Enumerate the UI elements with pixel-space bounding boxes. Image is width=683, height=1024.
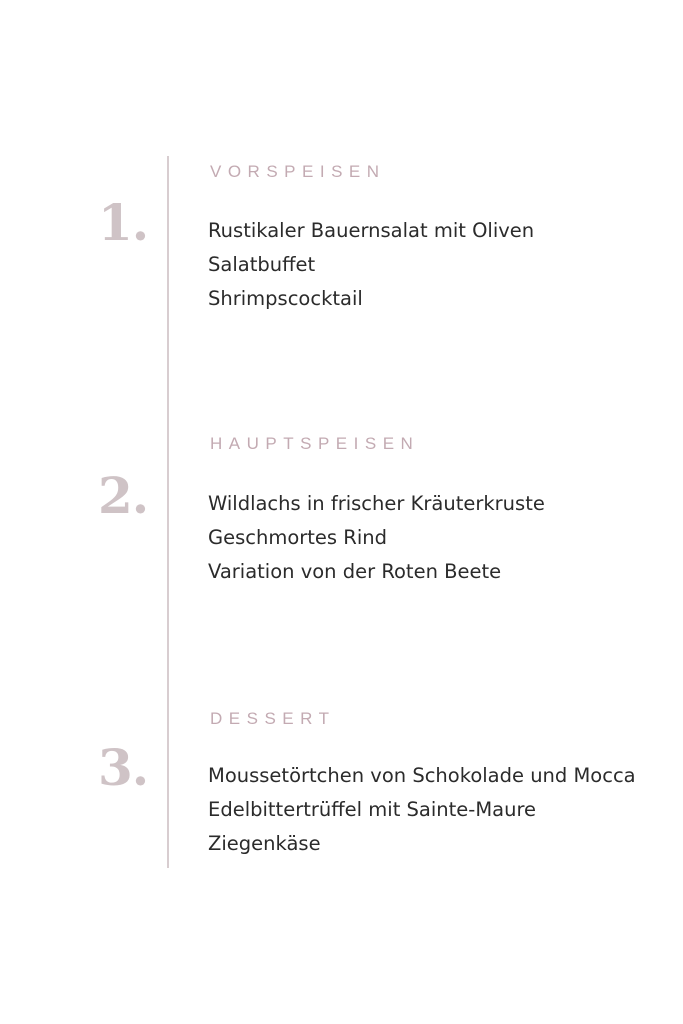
- list-item: Geschmortes Rind: [208, 526, 387, 549]
- course-heading: HAUPTSPEISEN: [210, 434, 420, 453]
- list-item: Shrimpscocktail: [208, 287, 363, 310]
- list-item: Moussetörtchen von Schokolade und Mocca: [208, 764, 636, 787]
- list-item: Ziegenkäse: [208, 832, 321, 855]
- list-item: Salatbuffet: [208, 253, 316, 276]
- course-number: 1.: [98, 193, 149, 252]
- list-item: Variation von der Roten Beete: [208, 560, 502, 583]
- course-item-list: [208, 487, 545, 589]
- vertical-divider: [167, 156, 169, 868]
- list-item: Rustikaler Bauernsalat mit Oliven: [208, 219, 535, 242]
- course-number: 3.: [98, 738, 149, 797]
- list-item: Wildlachs in frischer Kräuterkruste: [208, 492, 545, 515]
- course-item-list: [208, 214, 534, 316]
- course-item-list: [208, 759, 636, 861]
- course-number: 2.: [98, 466, 149, 525]
- list-item: Edelbittertrüffel mit Sainte-Maure: [208, 798, 537, 821]
- course-heading: DESSERT: [210, 709, 336, 728]
- course-heading: VORSPEISEN: [210, 162, 386, 181]
